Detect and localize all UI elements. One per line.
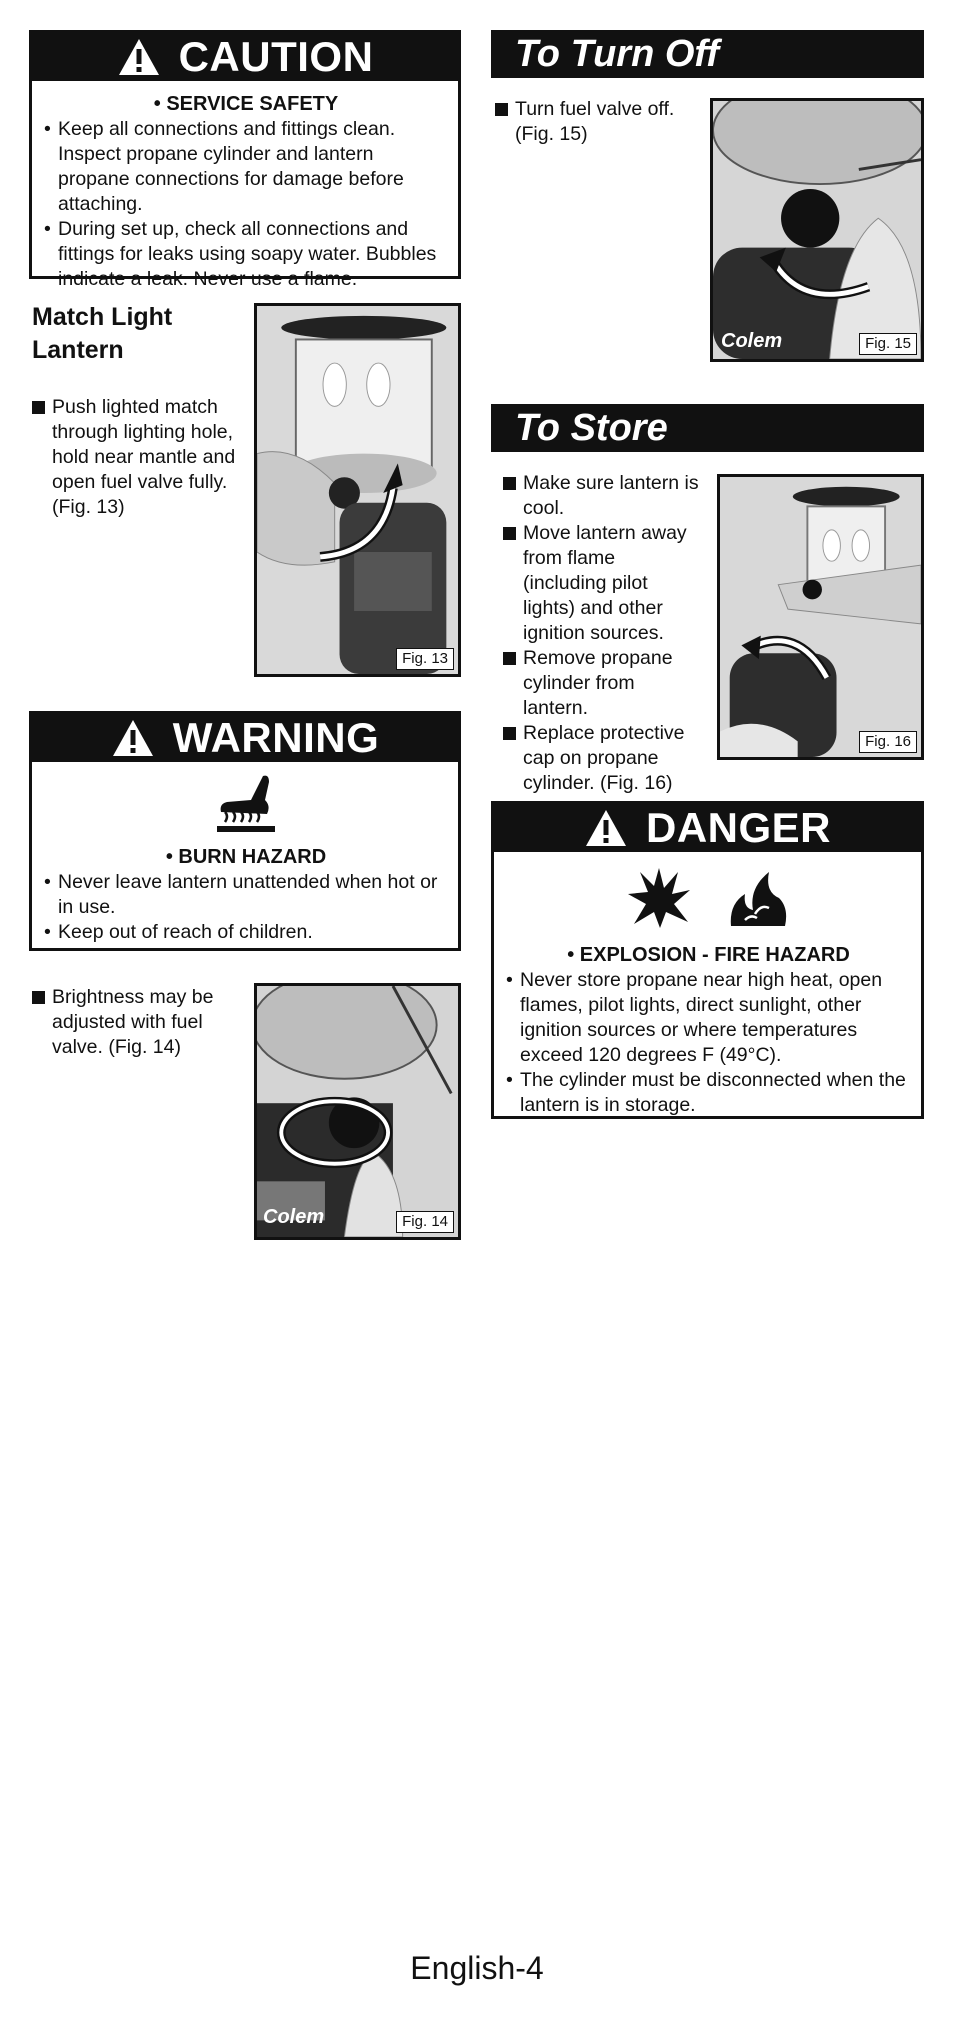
burn-hazard-hand-icon — [211, 770, 281, 840]
figure-14 — [254, 983, 461, 1240]
figure-label: Fig. 16 — [859, 731, 917, 753]
danger-bullet: • The cylinder must be disconnected when the lantern is in storage. — [506, 1068, 911, 1118]
brightness-step: Brightness may be adjusted with fuel valve. (Fig. 14) — [32, 985, 232, 1060]
figure-label: Fig. 13 — [396, 648, 454, 670]
danger-subheading: • EXPLOSION - FIRE HAZARD — [567, 944, 850, 966]
match-light-step: Push lighted match through lighting hole, hold near mantle and open fuel valve fully. (Fig. 13) — [32, 395, 237, 520]
warning-title: WARNING — [172, 714, 380, 761]
explosion-icon — [626, 864, 692, 930]
heading-line: Match Light — [32, 303, 173, 331]
caution-title: CAUTION — [178, 33, 374, 80]
warning-subheading: • BURN HAZARD — [165, 846, 327, 868]
match-light-heading — [32, 301, 232, 367]
to-store-title: To Store — [491, 404, 924, 452]
warning-box — [29, 711, 461, 951]
caution-bullet: • During set up, check all connections and fittings for leaks using soapy water. Bubbles indicate a leak. Never use a flame. — [44, 217, 448, 292]
store-step: Make sure lantern is cool. — [503, 471, 703, 521]
store-step: Replace protective cap on propane cylinder. (Fig. 16) — [503, 721, 703, 796]
lantern-lighting-illustration — [257, 306, 458, 674]
fire-icon — [725, 864, 791, 930]
remove-cylinder-illustration — [720, 477, 921, 757]
warning-bullet: • Never leave lantern unattended when hot or in use. — [44, 870, 448, 920]
caution-header — [32, 33, 458, 81]
heading-line: Lantern — [32, 336, 124, 364]
danger-box — [491, 801, 924, 1119]
coleman-logo-fragment: Colem — [721, 330, 783, 352]
turn-off-step: Turn fuel valve off. (Fig. 15) — [495, 97, 695, 147]
figure-label: Fig. 14 — [396, 1211, 454, 1233]
caution-subheading: • SERVICE SAFETY — [153, 93, 339, 115]
caution-bullet: • Keep all connections and fittings clean. Inspect propane cylinder and lantern propane connections for damage before attaching. — [44, 117, 448, 217]
warning-triangle-icon — [117, 37, 161, 77]
caution-box — [29, 30, 461, 290]
danger-header — [494, 804, 921, 852]
danger-title: DANGER — [645, 804, 831, 851]
figure-15 — [710, 98, 924, 362]
to-turn-off-title: To Turn Off — [491, 30, 924, 78]
page-number: English-4 — [410, 1950, 544, 1986]
store-step: Remove propane cylinder from lantern. — [503, 646, 703, 721]
warning-bullet: • Keep out of reach of children. — [44, 920, 448, 945]
warning-triangle-icon — [584, 808, 628, 848]
figure-13 — [254, 303, 461, 677]
figure-label: Fig. 15 — [859, 333, 917, 355]
warning-triangle-icon — [111, 718, 155, 758]
warning-header — [32, 714, 458, 762]
figure-16 — [717, 474, 924, 760]
coleman-logo-fragment: Colem — [263, 1206, 325, 1228]
store-step: Move lantern away from flame (including pilot lights) and other ignition sources. — [503, 521, 703, 646]
valve-turn-off-illustration — [713, 101, 921, 359]
danger-bullet: • Never store propane near high heat, open flames, pilot lights, direct sunlight, other ignition sources or where temperatures exceed 120 degrees F (49°C). — [506, 968, 911, 1068]
fuel-valve-illustration — [257, 986, 458, 1237]
